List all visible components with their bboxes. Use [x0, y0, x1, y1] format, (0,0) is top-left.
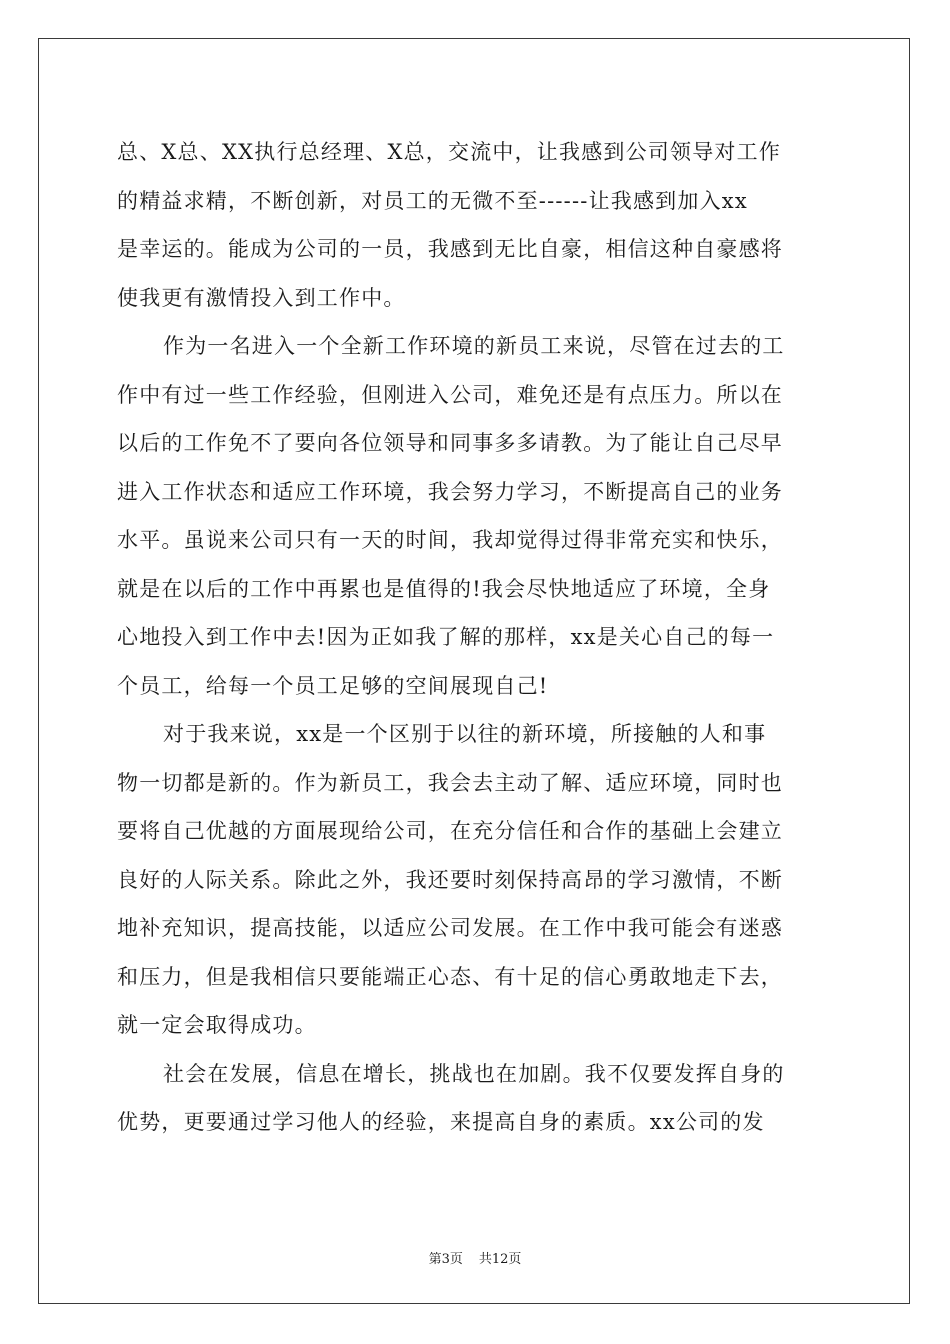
page-total: 共12页 — [478, 1252, 522, 1267]
text-line: 地补充知识，提高技能，以适应公司发展。在工作中我可能会有迷惑 — [117, 916, 783, 940]
text-line: 和压力，但是我相信只要能端正心态、有十足的信心勇敢地走下去， — [117, 964, 783, 989]
text-line: 是幸运的。能成为公司的一员，我感到无比自豪，相信这种自豪感将 — [117, 237, 783, 261]
text-line: 进入工作状态和适应工作环境，我会努力学习，不断提高自己的业务 — [117, 479, 783, 504]
page-number: 第3页 — [428, 1252, 463, 1267]
text-line: 总、X总、XX执行总经理、X总，交流中，让我感到公司领导对工作 — [117, 140, 781, 164]
page-footer — [0, 1248, 950, 1267]
paragraph-first-line: 对于我来说，xx是一个区别于以往的新环境，所接触的人和事 — [163, 722, 767, 746]
text-line: 水平。虽说来公司只有一天的时间，我却觉得过得非常充实和快乐， — [117, 528, 783, 552]
document-body — [117, 128, 837, 1147]
paragraph-first-line: 作为一名进入一个全新工作环境的新员工来说，尽管在过去的工 — [163, 334, 785, 358]
text-line: 要将自己优越的方面展现给公司，在充分信任和合作的基础上会建立 — [117, 819, 783, 843]
text-line: 就一定会取得成功。 — [117, 1013, 317, 1037]
text-line: 作中有过一些工作经验，但刚进入公司，难免还是有点压力。所以在 — [117, 382, 783, 407]
text-line: 就是在以后的工作中再累也是值得的!我会尽快地适应了环境，全身 — [117, 576, 771, 601]
paragraph-first-line: 社会在发展，信息在增长，挑战也在加剧。我不仅要发挥自身的 — [163, 1061, 785, 1086]
text-line: 以后的工作免不了要向各位领导和同事多多请教。为了能让自己尽早 — [117, 431, 783, 455]
text-line: 良好的人际关系。除此之外，我还要时刻保持高昂的学习激情，不断 — [117, 867, 783, 892]
text-line: 的精益求精，不断创新，对员工的无微不至------让我感到加入xx — [117, 188, 748, 213]
text-line: 心地投入到工作中去!因为正如我了解的那样，xx是关心自己的每一 — [117, 625, 775, 649]
text-line: 个员工，给每一个员工足够的空间展现自己! — [117, 673, 549, 698]
text-line: 物一切都是新的。作为新员工，我会去主动了解、适应环境，同时也 — [117, 770, 783, 795]
text-line: 使我更有激情投入到工作中。 — [117, 285, 406, 310]
text-line: 优势，更要通过学习他人的经验，来提高自身的素质。xx公司的发 — [117, 1110, 765, 1134]
